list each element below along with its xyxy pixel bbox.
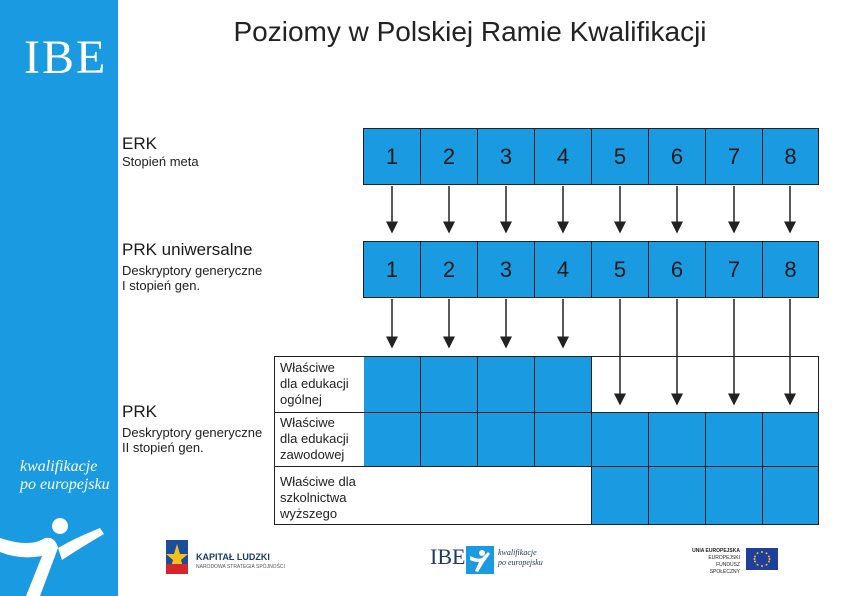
tagline-line-2: po europejsku <box>20 476 110 493</box>
kpe-footer-text <box>498 548 543 568</box>
erk-level-2: 2 <box>420 128 478 185</box>
tagline-line-1: kwalifikacje <box>20 458 98 475</box>
prk-subtitle-2: II stopień gen. <box>122 440 204 455</box>
kl-title: KAPITAŁ LUDZKI <box>196 552 270 562</box>
prk-uni-level-1: 1 <box>363 241 421 298</box>
ibe-footer-logo <box>430 536 550 580</box>
page-title: Poziomy w Polskiej Ramie Kwalifikacji <box>233 16 707 47</box>
higher-label-line-3: wyższego <box>280 506 338 521</box>
erk-level-4: 4 <box>534 128 592 185</box>
erk-title: ERK <box>122 134 157 153</box>
erk-level-6: 6 <box>648 128 706 185</box>
prk-uni-level-5: 5 <box>591 241 649 298</box>
general-label-line-3: ogólnej <box>280 392 322 407</box>
erk-level-1: 1 <box>363 128 421 185</box>
higher-label-line-1: Właściwe dla <box>280 474 356 489</box>
erk-level-8: 8 <box>762 128 819 185</box>
vocational-label-line-3: zawodowej <box>280 447 345 462</box>
prk-uni-subtitle-2: I stopień gen. <box>122 278 201 293</box>
erk-subtitle: Stopień meta <box>122 154 199 169</box>
prk-uni-level-4: 4 <box>534 241 592 298</box>
prk-uni-level-6: 6 <box>648 241 706 298</box>
higher-label-line-2: szkolnictwa <box>280 490 347 505</box>
general-label-line-1: Właściwe <box>280 360 335 375</box>
eu-line-2: EUROPEJSKI <box>708 555 740 561</box>
eu-line-1: UNIA EUROPEJSKA <box>692 548 740 554</box>
erk-level-7: 7 <box>705 128 763 185</box>
prk-uni-subtitle-1: Deskryptory generyczne <box>122 263 263 278</box>
kpe-footer-line-2: po europejsku <box>498 558 543 567</box>
kpe-footer-line-1: kwalifikacje <box>498 548 537 557</box>
prk-uni-title: PRK uniwersalne <box>122 240 253 259</box>
eu-text <box>690 548 740 576</box>
eu-line-3: FUNDUSZ SPOŁECZNY <box>709 562 740 575</box>
kpe-figure-icon <box>466 546 494 574</box>
prk-title: PRK <box>122 402 157 421</box>
eu-flag-icon <box>746 548 778 570</box>
ibe-footer-text: IBE <box>430 544 466 569</box>
erk-level-5: 5 <box>591 128 649 185</box>
prk-uni-level-3: 3 <box>477 241 535 298</box>
kapital-ludzki-icon <box>166 540 188 574</box>
kl-sub: NARODOWA STRATEGIA SPÓJNOŚCI <box>196 564 285 570</box>
prk-uni-level-2: 2 <box>420 241 478 298</box>
kapital-ludzki-logo <box>166 536 296 580</box>
prk-uni-level-8: 8 <box>762 241 819 298</box>
prk-subtitle-1: Deskryptory generyczne <box>122 425 263 440</box>
eu-logo <box>690 536 790 580</box>
general-label-line-2: dla edukacji <box>280 376 349 391</box>
erk-level-3: 3 <box>477 128 535 185</box>
prk-uni-level-7: 7 <box>705 241 763 298</box>
vocational-label-line-1: Właściwe <box>280 415 335 430</box>
ibe-logo: IBE <box>24 31 108 84</box>
vocational-label-line-2: dla edukacji <box>280 431 349 446</box>
kpe-icon <box>466 546 494 574</box>
